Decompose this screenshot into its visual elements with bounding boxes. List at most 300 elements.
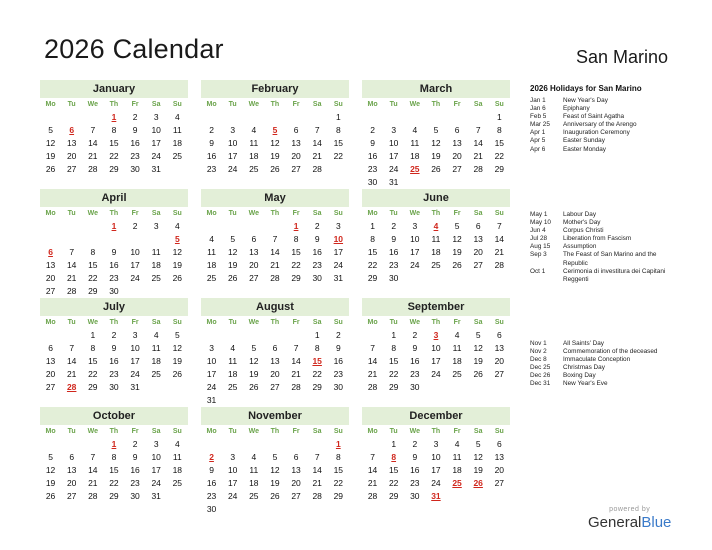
day-cell	[468, 178, 489, 188]
day-cell: 18	[452, 356, 462, 367]
day-cell: 24	[151, 478, 161, 489]
day-cell	[404, 178, 425, 188]
weekday-label: Th	[109, 210, 119, 217]
weekday-label: Sa	[151, 101, 161, 108]
weekday-label: Fr	[453, 319, 461, 326]
weekday-label: Fr	[131, 210, 139, 217]
day-cell: 5	[230, 234, 236, 245]
day-cell: 20	[291, 151, 301, 162]
day-cell: 7	[496, 221, 502, 232]
day-cell	[82, 222, 103, 232]
day-cell: 31	[130, 382, 140, 393]
day-cell: 16	[130, 465, 140, 476]
day-cell: 7	[370, 452, 375, 463]
day-cell: 18	[172, 138, 183, 149]
day-cell: 7	[69, 343, 75, 354]
month-title: June	[362, 189, 510, 207]
weekday-label: Su	[333, 428, 343, 435]
day-cell	[146, 383, 167, 393]
holiday-date: Dec 25	[530, 364, 551, 372]
day-cell	[425, 274, 446, 284]
day-cell	[243, 505, 264, 515]
holiday-item	[530, 137, 680, 145]
holiday-day-cell: 3	[433, 330, 439, 341]
day-cell: 13	[270, 356, 280, 367]
day-cell: 25	[227, 382, 238, 393]
day-cell: 13	[494, 343, 505, 354]
day-cell: 14	[312, 465, 322, 476]
day-cell: 28	[494, 260, 505, 271]
day-cell: 8	[314, 343, 320, 354]
holiday-day-cell: 6	[48, 247, 53, 258]
holiday-date: Dec 26	[530, 372, 551, 380]
day-cell	[447, 178, 468, 188]
holiday-name: Assumption	[563, 243, 597, 251]
week-row	[40, 235, 188, 245]
week-row	[362, 466, 510, 476]
day-cell: 4	[454, 330, 460, 341]
weekday-label: Th	[109, 319, 119, 326]
day-cell	[243, 396, 264, 406]
day-cell: 14	[66, 356, 77, 367]
day-cell: 28	[270, 273, 280, 284]
week-row	[40, 492, 188, 502]
weekday-label: Tu	[67, 319, 76, 326]
day-cell: 29	[109, 491, 119, 502]
day-cell: 17	[206, 369, 217, 380]
day-cell: 3	[153, 112, 159, 123]
weekday-label: Mo	[206, 101, 217, 108]
day-cell: 3	[209, 343, 214, 354]
week-row	[362, 165, 510, 175]
week-row	[362, 479, 510, 489]
day-cell: 26	[45, 164, 56, 175]
weekday-label: Su	[172, 428, 182, 435]
day-cell: 19	[45, 478, 56, 489]
day-cell: 12	[45, 138, 56, 149]
day-cell: 19	[473, 356, 483, 367]
day-cell	[425, 178, 446, 188]
day-cell: 21	[473, 151, 483, 162]
day-cell: 7	[90, 452, 96, 463]
day-cell: 25	[249, 164, 259, 175]
week-row	[201, 479, 349, 489]
day-cell	[468, 383, 489, 393]
day-cell: 16	[388, 247, 399, 258]
day-cell: 1	[391, 439, 397, 450]
holiday-group	[530, 340, 680, 389]
weekday-header	[40, 100, 188, 110]
day-cell: 7	[293, 343, 299, 354]
week-row	[40, 440, 188, 450]
week-row	[201, 152, 349, 162]
day-cell	[362, 113, 383, 123]
weekday-label: We	[87, 319, 98, 326]
day-cell: 24	[206, 382, 217, 393]
weekday-label: Fr	[131, 101, 139, 108]
day-cell: 6	[251, 234, 257, 245]
day-cell: 4	[454, 439, 460, 450]
month-title: May	[201, 189, 349, 207]
day-cell: 25	[151, 273, 161, 284]
day-cell: 1	[391, 330, 397, 341]
day-cell: 2	[412, 439, 418, 450]
day-cell: 19	[172, 356, 183, 367]
day-cell: 15	[88, 356, 98, 367]
day-cell: 26	[270, 164, 280, 175]
day-cell	[167, 287, 188, 297]
week-row	[40, 248, 188, 258]
day-cell: 18	[452, 465, 462, 476]
weekday-label: We	[409, 428, 420, 435]
day-cell	[264, 505, 285, 515]
week-row	[201, 331, 349, 341]
day-cell: 27	[66, 164, 77, 175]
day-cell: 22	[333, 478, 344, 489]
week-row	[362, 139, 510, 149]
weekday-label: Mo	[45, 319, 56, 326]
day-cell: 12	[270, 465, 280, 476]
day-cell	[201, 331, 222, 341]
holiday-day-cell: 28	[66, 382, 77, 393]
day-cell: 6	[293, 125, 299, 136]
day-cell: 13	[291, 138, 301, 149]
day-cell: 3	[230, 125, 236, 136]
day-cell: 30	[410, 491, 420, 502]
weekday-header	[40, 209, 188, 219]
holiday-item	[530, 268, 680, 284]
day-cell	[447, 113, 468, 123]
day-cell: 5	[174, 330, 180, 341]
day-cell	[243, 113, 264, 123]
brand-name-blue: Blue	[641, 514, 672, 531]
day-cell: 19	[227, 260, 238, 271]
day-cell: 23	[206, 491, 217, 502]
weekday-label: Tu	[228, 101, 237, 108]
day-cell: 17	[130, 260, 140, 271]
day-cell	[328, 505, 349, 515]
week-row	[201, 139, 349, 149]
day-cell	[328, 396, 349, 406]
weekday-label: Tu	[389, 319, 398, 326]
holiday-day-cell: 1	[293, 221, 299, 232]
day-cell	[404, 113, 425, 123]
day-cell	[201, 440, 222, 450]
day-cell	[40, 235, 61, 245]
day-cell: 28	[88, 164, 98, 175]
holiday-group	[530, 84, 680, 154]
day-cell	[61, 331, 82, 341]
day-cell	[489, 178, 510, 188]
day-cell	[286, 505, 307, 515]
day-cell	[307, 505, 328, 515]
holiday-name: Feast of Saint Agatha	[563, 113, 625, 121]
week-row	[362, 261, 510, 271]
month-title: September	[362, 298, 510, 316]
day-cell: 21	[270, 260, 280, 271]
day-cell	[40, 331, 61, 341]
holiday-name: Mother's Day	[563, 219, 601, 227]
holiday-date: Jul 28	[530, 235, 548, 243]
week-row	[201, 453, 349, 463]
day-cell: 3	[153, 221, 159, 232]
day-cell: 25	[249, 491, 259, 502]
day-cell: 14	[270, 247, 280, 258]
day-cell: 28	[312, 164, 322, 175]
day-cell	[447, 274, 468, 284]
month-october	[40, 407, 188, 502]
day-cell: 9	[412, 343, 418, 354]
holiday-day-cell: 1	[111, 112, 117, 123]
day-cell: 16	[410, 465, 420, 476]
weekday-label: Mo	[45, 210, 56, 217]
day-cell: 29	[494, 164, 505, 175]
holiday-day-cell: 1	[111, 221, 117, 232]
day-cell: 15	[333, 138, 344, 149]
week-row	[40, 126, 188, 136]
day-cell: 20	[45, 273, 56, 284]
day-cell: 6	[496, 330, 502, 341]
day-cell	[167, 383, 188, 393]
day-cell: 27	[45, 286, 56, 297]
day-cell: 28	[367, 382, 378, 393]
holiday-item	[530, 227, 680, 235]
day-cell: 19	[270, 151, 280, 162]
day-cell: 25	[151, 369, 161, 380]
weekday-label: Th	[431, 319, 441, 326]
day-cell: 5	[48, 452, 53, 463]
day-cell: 24	[227, 491, 238, 502]
day-cell: 2	[314, 221, 320, 232]
day-cell: 16	[130, 138, 140, 149]
holiday-date: May 10	[530, 219, 551, 227]
day-cell: 23	[130, 151, 140, 162]
day-cell: 30	[312, 273, 322, 284]
day-cell: 16	[109, 356, 119, 367]
weekday-header	[362, 100, 510, 110]
day-cell: 29	[109, 164, 119, 175]
day-cell: 22	[88, 369, 98, 380]
week-row	[201, 383, 349, 393]
holiday-date: Dec 8	[530, 356, 547, 364]
holiday-name: Cerimonia di investitura dei Capitani Reggenti	[563, 267, 666, 283]
day-cell	[61, 113, 82, 123]
day-cell: 16	[410, 356, 420, 367]
day-cell: 24	[130, 273, 140, 284]
day-cell	[222, 331, 243, 341]
day-cell: 17	[333, 247, 344, 258]
month-may	[201, 189, 349, 284]
weekday-label: We	[409, 319, 420, 326]
day-cell	[307, 396, 328, 406]
holiday-name: Anniversary of the Arengo	[563, 121, 637, 129]
day-cell: 15	[88, 260, 98, 271]
weekday-label: Th	[270, 101, 280, 108]
day-cell	[286, 440, 307, 450]
day-cell: 2	[335, 330, 341, 341]
month-title: November	[201, 407, 349, 425]
day-cell	[146, 287, 167, 297]
day-cell: 14	[88, 138, 98, 149]
day-cell: 15	[388, 356, 399, 367]
month-august	[201, 298, 349, 406]
day-cell: 23	[410, 369, 420, 380]
day-cell: 23	[333, 369, 344, 380]
holiday-date: Jan 6	[530, 105, 546, 113]
day-cell: 20	[291, 478, 301, 489]
holiday-date: Apr 1	[530, 129, 546, 137]
day-cell: 28	[88, 491, 98, 502]
weekday-label: Th	[270, 210, 280, 217]
weekday-label: Tu	[67, 101, 76, 108]
holiday-item	[530, 251, 680, 267]
holiday-name: All Saints' Day	[563, 340, 604, 347]
day-cell: 21	[494, 247, 505, 258]
day-cell: 4	[209, 234, 214, 245]
day-cell: 27	[452, 164, 462, 175]
month-june	[362, 189, 510, 284]
day-cell: 24	[151, 151, 161, 162]
day-cell: 11	[151, 247, 161, 258]
day-cell: 4	[412, 125, 418, 136]
week-row	[362, 383, 510, 393]
weekday-header	[201, 318, 349, 328]
day-cell: 20	[249, 260, 259, 271]
day-cell: 19	[45, 151, 56, 162]
day-cell: 27	[270, 382, 280, 393]
holiday-item	[530, 219, 680, 227]
day-cell: 26	[249, 382, 259, 393]
day-cell: 30	[130, 164, 140, 175]
day-cell	[40, 113, 61, 123]
day-cell: 20	[66, 151, 77, 162]
day-cell: 31	[333, 273, 344, 284]
day-cell: 31	[388, 177, 399, 188]
weekday-label: Fr	[292, 210, 300, 217]
day-cell: 4	[251, 452, 257, 463]
day-cell: 21	[66, 369, 77, 380]
day-cell	[447, 492, 468, 502]
month-july	[40, 298, 188, 393]
day-cell	[264, 222, 285, 232]
weekday-label: We	[248, 428, 259, 435]
day-cell: 7	[314, 125, 320, 136]
day-cell: 26	[473, 369, 483, 380]
month-january	[40, 80, 188, 175]
day-cell: 8	[111, 452, 117, 463]
day-cell	[222, 396, 243, 406]
brand-logo[interactable]	[588, 506, 671, 531]
day-cell: 10	[151, 452, 161, 463]
day-cell: 16	[109, 260, 119, 271]
day-cell: 1	[335, 112, 341, 123]
day-cell: 13	[494, 452, 505, 463]
day-cell: 12	[431, 138, 441, 149]
holiday-item	[530, 105, 680, 113]
day-cell	[425, 383, 446, 393]
day-cell: 16	[367, 151, 378, 162]
week-row	[201, 261, 349, 271]
day-cell: 22	[88, 273, 98, 284]
day-cell	[362, 331, 383, 341]
day-cell	[489, 383, 510, 393]
month-april	[40, 189, 188, 297]
day-cell: 11	[249, 465, 259, 476]
holiday-day-cell: 25	[410, 164, 420, 175]
day-cell: 14	[367, 465, 378, 476]
day-cell: 7	[90, 125, 96, 136]
weekday-label: Sa	[151, 210, 161, 217]
day-cell	[222, 113, 243, 123]
day-cell: 24	[130, 369, 140, 380]
weekday-label: Sa	[473, 428, 483, 435]
weekday-label: Th	[431, 428, 441, 435]
day-cell: 16	[333, 356, 344, 367]
weekday-label: Su	[333, 101, 343, 108]
weekday-label: Sa	[473, 319, 483, 326]
day-cell	[286, 396, 307, 406]
day-cell	[468, 492, 489, 502]
day-cell: 4	[174, 439, 180, 450]
day-cell: 15	[291, 247, 301, 258]
weekday-header	[201, 427, 349, 437]
holiday-day-cell: 31	[431, 491, 441, 502]
week-row	[362, 440, 510, 450]
weekday-label: Sa	[473, 101, 483, 108]
holiday-item	[530, 235, 680, 243]
day-cell: 6	[69, 452, 75, 463]
holiday-name: Immaculate Conception	[563, 356, 631, 364]
day-cell: 4	[230, 343, 236, 354]
day-cell: 29	[388, 491, 399, 502]
month-february	[201, 80, 349, 175]
week-row	[362, 126, 510, 136]
day-cell	[61, 440, 82, 450]
day-cell	[307, 440, 328, 450]
day-cell: 6	[272, 343, 278, 354]
day-cell: 5	[433, 125, 439, 136]
week-row	[40, 113, 188, 123]
day-cell: 30	[410, 382, 420, 393]
day-cell: 28	[66, 286, 77, 297]
holiday-day-cell: 1	[335, 439, 341, 450]
day-cell: 8	[90, 247, 96, 258]
week-row	[362, 248, 510, 258]
day-cell: 21	[312, 151, 322, 162]
weekday-label: Th	[109, 428, 119, 435]
month-title: January	[40, 80, 188, 98]
day-cell: 24	[431, 478, 441, 489]
day-cell	[82, 235, 103, 245]
week-row	[201, 274, 349, 284]
day-cell: 12	[227, 247, 238, 258]
day-cell: 23	[367, 164, 378, 175]
day-cell: 21	[367, 478, 378, 489]
weekday-label: Sa	[312, 319, 322, 326]
day-cell: 6	[293, 452, 299, 463]
weekday-label: Tu	[67, 210, 76, 217]
day-cell: 24	[333, 260, 344, 271]
day-cell: 5	[454, 221, 460, 232]
weekday-header	[362, 209, 510, 219]
holiday-item	[530, 121, 680, 129]
day-cell: 9	[370, 138, 375, 149]
day-cell: 8	[335, 125, 341, 136]
day-cell: 6	[475, 221, 481, 232]
day-cell: 12	[452, 234, 462, 245]
day-cell: 27	[66, 491, 77, 502]
weekday-label: Th	[431, 210, 441, 217]
